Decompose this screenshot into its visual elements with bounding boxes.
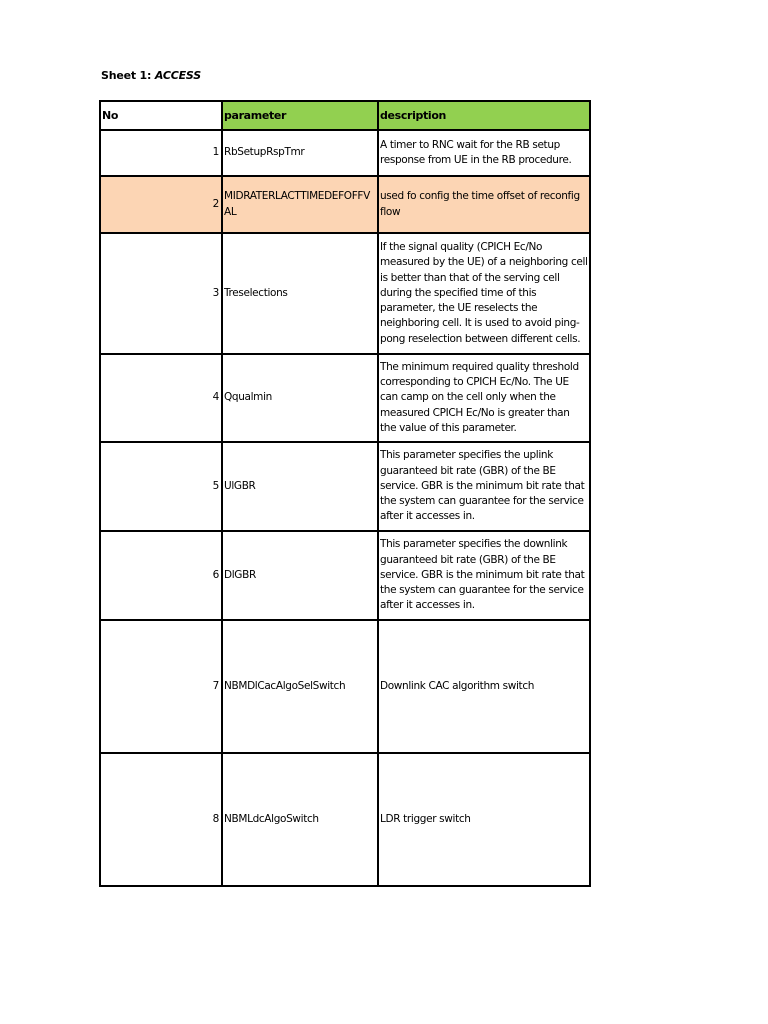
table-row	[100, 620, 590, 753]
description-text: This parameter specifies the uplink guaranteed bit rate (GBR) of the BE service. GBR is the minimum bit rate that the system can guarantee for the service after it accesses in.	[380, 449, 585, 523]
description-text: LDR trigger switch	[380, 812, 471, 825]
row-parameter: MIDRATERLACTTIMEDEFOFFVAL	[222, 176, 378, 233]
parameter-table	[99, 100, 591, 887]
table-row	[100, 442, 590, 531]
sheet-name: ACCESS	[154, 69, 201, 82]
row-description	[378, 531, 590, 620]
description-text: This parameter specifies the downlink guaranteed bit rate (GBR) of the BE service. GBR is the minimum bit rate that the system can guarantee for the service after it accesses in.	[380, 538, 585, 612]
description-text: used fo config the time offset of reconfig flow	[380, 190, 580, 218]
table-row	[100, 753, 590, 886]
row-parameter: DlGBR	[222, 531, 378, 620]
row-parameter: RbSetupRspTmr	[222, 130, 378, 176]
description-text: The minimum required quality threshold corresponding to CPICH Ec/No. The UE can camp on the cell only when the measured CPICH Ec/No is greater than the value of this parameter.	[380, 360, 579, 434]
description-text: A timer to RNC wait for the RB setup response from UE in the RB procedure.	[380, 138, 572, 166]
row-no: 5	[100, 442, 222, 531]
table-row	[100, 354, 590, 442]
row-no: 6	[100, 531, 222, 620]
row-parameter: NBMDlCacAlgoSelSwitch	[222, 620, 378, 753]
row-no: 1	[100, 130, 222, 176]
row-description	[378, 620, 590, 753]
row-description	[378, 442, 590, 531]
sheet-prefix: Sheet 1:	[101, 69, 155, 82]
header-no: No	[100, 101, 222, 130]
row-parameter: UlGBR	[222, 442, 378, 531]
table-header-row	[100, 101, 590, 130]
row-no: 3	[100, 233, 222, 354]
row-description	[378, 233, 590, 354]
row-parameter: Qqualmin	[222, 354, 378, 442]
row-no: 2	[100, 176, 222, 233]
table-row	[100, 130, 590, 176]
row-description	[378, 176, 590, 233]
description-text: Downlink CAC algorithm switch	[380, 679, 535, 692]
description-text: If the signal quality (CPICH Ec/No measured by the UE) of a neighboring cell is better than that of the serving cell during the specified time of this parameter, the UE reselects the neighboring cell. It is used to avoid ping-pong reselection between different cells.	[380, 240, 588, 345]
sheet-title	[101, 69, 201, 82]
row-description	[378, 354, 590, 442]
table-row-highlighted	[100, 176, 590, 233]
row-parameter: Treselections	[222, 233, 378, 354]
table-row	[100, 531, 590, 620]
row-description	[378, 130, 590, 176]
row-no: 8	[100, 753, 222, 886]
header-description: description	[378, 101, 590, 130]
header-parameter: parameter	[222, 101, 378, 130]
row-no: 4	[100, 354, 222, 442]
row-parameter: NBMLdcAlgoSwitch	[222, 753, 378, 886]
row-no: 7	[100, 620, 222, 753]
row-description	[378, 753, 590, 886]
table-row	[100, 233, 590, 354]
